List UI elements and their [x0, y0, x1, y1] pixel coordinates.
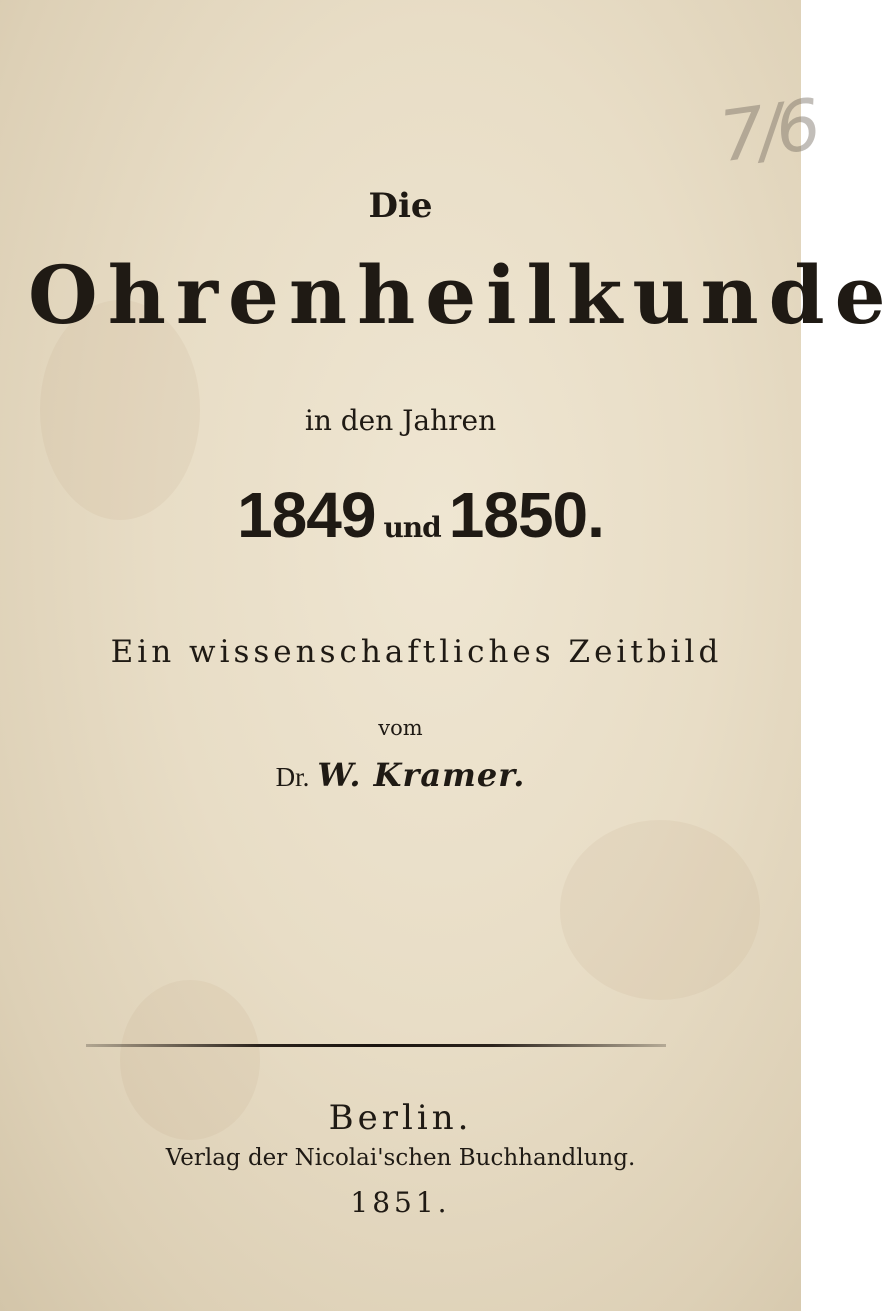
in-years-line: in den Jahren — [304, 404, 497, 437]
year-start: 1849 — [237, 479, 376, 551]
author-line — [0, 756, 801, 794]
author-title: Dr. — [275, 762, 310, 792]
main-title: Ohrenheilkunde — [28, 248, 896, 342]
years-line — [0, 478, 821, 552]
year-joiner: und — [383, 511, 441, 544]
paper-stain — [560, 820, 760, 1000]
divider-rule — [86, 1044, 666, 1047]
subtitle: Ein wissenschaftliches Zeitbild — [110, 634, 723, 670]
imprint-year: 1851. — [350, 1186, 451, 1219]
year-end: 1850. — [448, 479, 604, 551]
author-name: W. Kramer. — [317, 756, 526, 794]
imprint-publisher: Verlag der Nicolai'schen Buchhandlung. — [165, 1145, 636, 1171]
by-line: vom — [378, 716, 423, 740]
pencil-note: 7/6 — [714, 83, 820, 179]
imprint-city: Berlin. — [328, 1098, 473, 1138]
title-article: Die — [368, 186, 433, 226]
